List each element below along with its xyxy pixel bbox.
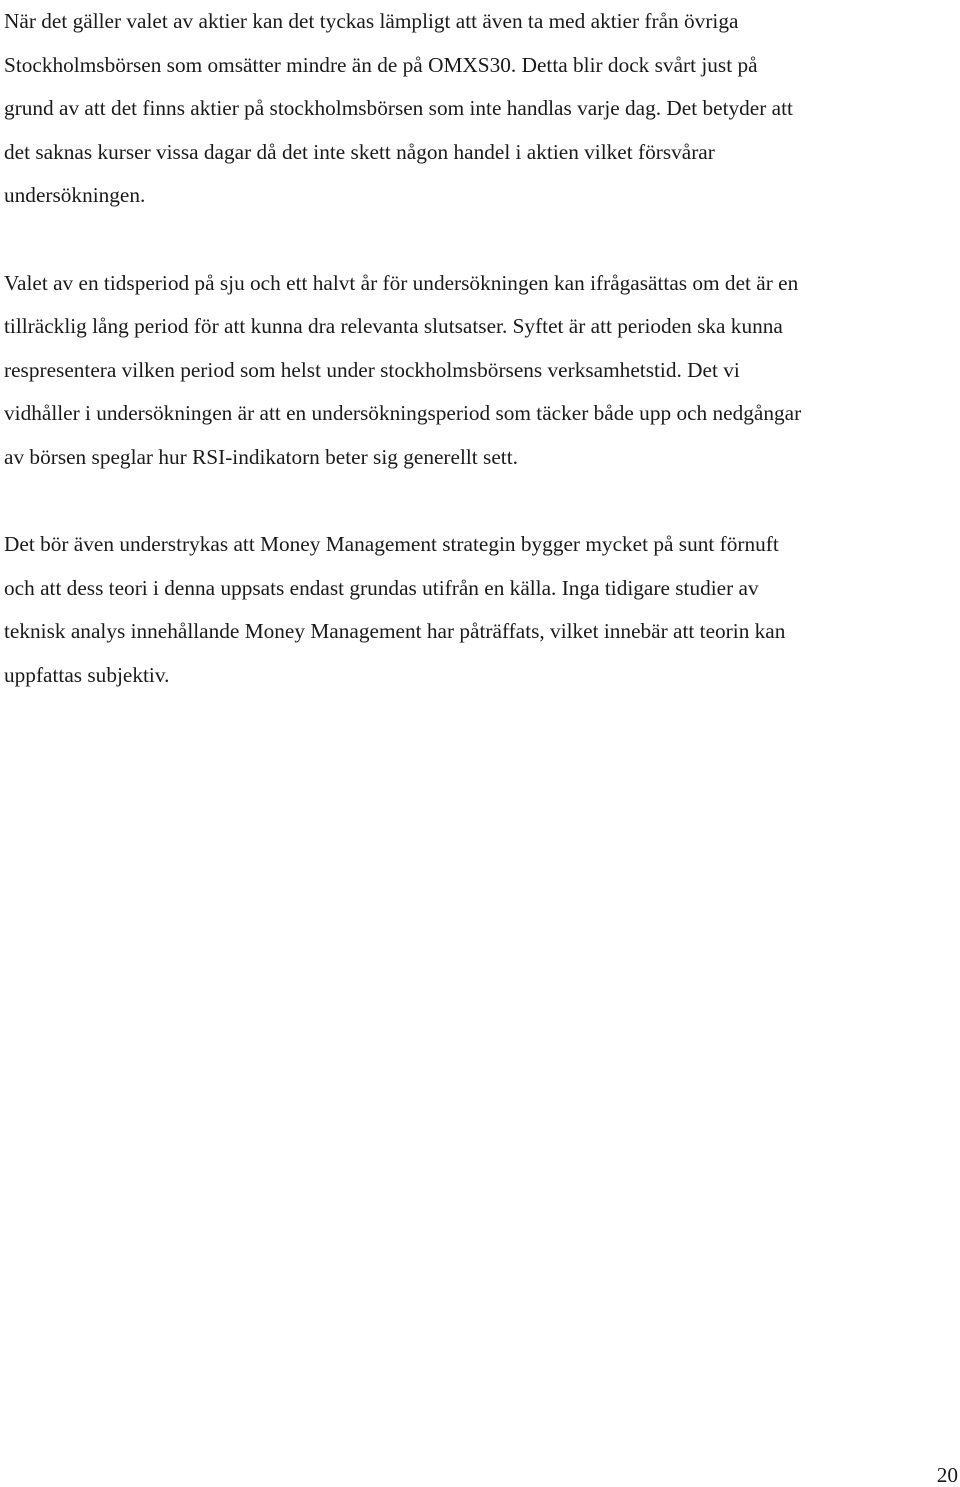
text-line: av börsen speglar hur RSI-indikatorn beter sig generellt sett. [4, 444, 518, 469]
paragraph-1 [4, 0, 956, 218]
page-number: 20 [936, 1463, 958, 1487]
text-line: Valet av en tidsperiod på sju och ett halvt år för undersökningen kan ifrågasättas om det är en [4, 270, 799, 295]
text-line: Stockholmsbörsen som omsätter mindre än de på OMXS30. Detta blir dock svårt just på [4, 52, 758, 77]
text-line: vidhåller i undersökningen är att en undersökningsperiod som täcker både upp och nedgångar [4, 401, 802, 426]
text-line: det saknas kurser vissa dagar då det inte skett någon handel i aktien vilket försvårar [4, 139, 715, 164]
text-line: När det gäller valet av aktier kan det tyckas lämpligt att även ta med aktier från övriga [4, 9, 739, 33]
paragraph-2 [4, 262, 956, 480]
text-line: tillräcklig lång period för att kunna dra relevanta slutsatser. Syftet är att perioden ska kunna [4, 314, 783, 339]
paragraph-spacer [4, 218, 956, 262]
body-text [4, 0, 956, 698]
paragraph-spacer [4, 480, 956, 524]
text-line: uppfattas subjektiv. [4, 662, 170, 687]
text-line: teknisk analys innehållande Money Management har påträffats, vilket innebär att teorin kan [4, 619, 786, 644]
text-line: respresentera vilken period som helst under stockholmsbörsens verksamhetstid. Det vi [4, 357, 740, 382]
text-line: grund av att det finns aktier på stockholmsbörsen som inte handlas varje dag. Det betyder att [4, 96, 793, 121]
paragraph-3 [4, 523, 956, 697]
text-line: Det bör även understrykas att Money Management strategin bygger mycket på sunt förnuft [4, 532, 779, 557]
text-line: undersökningen. [4, 183, 146, 208]
text-line: och att dess teori i denna uppsats endast grundas utifrån en källa. Inga tidigare studier av [4, 575, 759, 600]
